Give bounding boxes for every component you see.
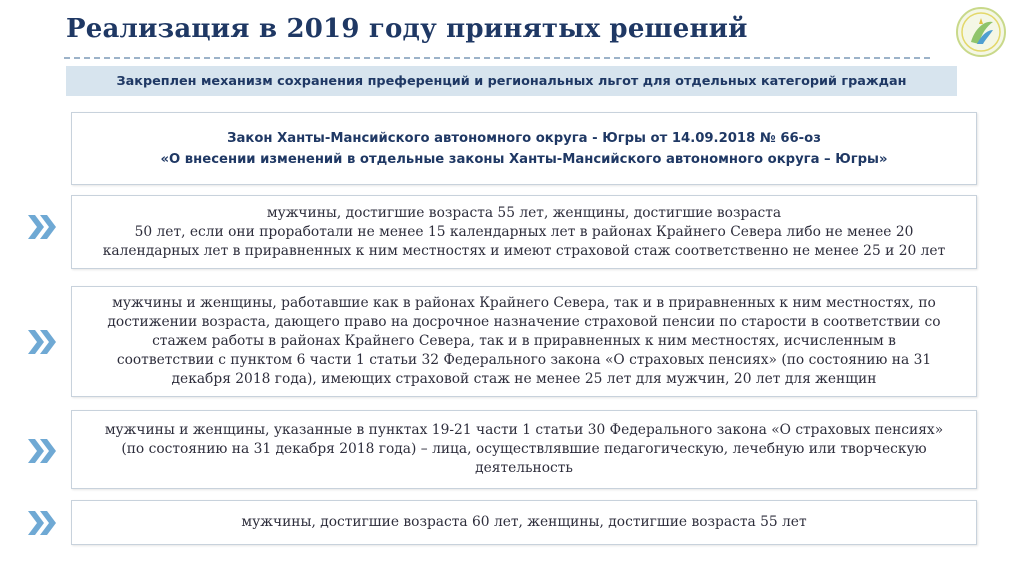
item-text-line: календарных лет в приравненных к ним местностях и имеют страховой стаж соответственно не менее 25 и 20 лет	[102, 242, 946, 259]
item-text-line: 50 лет, если они проработали не менее 15 календарных лет в районах Крайнего Севера либо не менее 20	[134, 223, 914, 240]
double-chevron-right-icon	[26, 212, 58, 242]
item-text-line: мужчины, достигшие возраста 55 лет, женщины, достигшие возраста	[266, 204, 782, 221]
page-title: Реализация в 2019 году принятых решений	[66, 14, 748, 44]
law-box	[71, 112, 977, 185]
item-text-line: мужчины, достигшие возраста 60 лет, женщины, достигшие возраста 55 лет	[241, 514, 807, 530]
item-text-line: стажем работы в районах Крайнего Севера, так и в приравненных к ним местностях, исчисленным в	[152, 333, 896, 349]
item-text-line: деятельность	[475, 460, 573, 476]
list-item	[71, 195, 977, 269]
double-chevron-right-icon	[26, 327, 58, 357]
subtitle-banner: Закреплен механизм сохранения преференций и региональных льгот для отдельных категорий граждан	[66, 66, 957, 96]
item-text-line: достижении возраста, дающего право на досрочное назначение страховой пенсии по старости в соответствии со	[107, 314, 941, 330]
double-chevron-right-icon	[26, 436, 58, 466]
law-name: «О внесении изменений в отдельные законы Ханты-Мансийского автономного округа – Югры»	[160, 151, 888, 167]
item-text-line: мужчины и женщины, указанные в пунктах 19-21 части 1 статьи 30 Федерального закона «О страховых пенсиях»	[104, 422, 944, 438]
list-item	[71, 410, 977, 489]
item-text-line: (по состоянию на 31 декабря 2018 года) – лица, осуществлявшие педагогическую, лечебную или творческую	[121, 441, 927, 457]
emblem-logo-icon	[955, 6, 1007, 58]
list-item	[71, 500, 977, 545]
item-text-line: мужчины и женщины, работавшие как в районах Крайнего Севера, так и в приравненных к ним местностях, по	[112, 295, 936, 311]
list-item	[71, 286, 977, 397]
title-divider	[64, 57, 930, 59]
double-chevron-right-icon	[26, 508, 58, 538]
item-text-line: декабря 2018 года), имеющих страховой стаж не менее 25 лет для мужчин, 20 лет для женщин	[171, 371, 877, 387]
law-title: Закон Ханты-Мансийского автономного округа - Югры от 14.09.2018 № 66-оз	[227, 130, 821, 146]
item-text-line: соответствии с пунктом 6 части 1 статьи 32 Федерального закона «О страховых пенсиях» (по состоянию на 31	[116, 352, 932, 368]
